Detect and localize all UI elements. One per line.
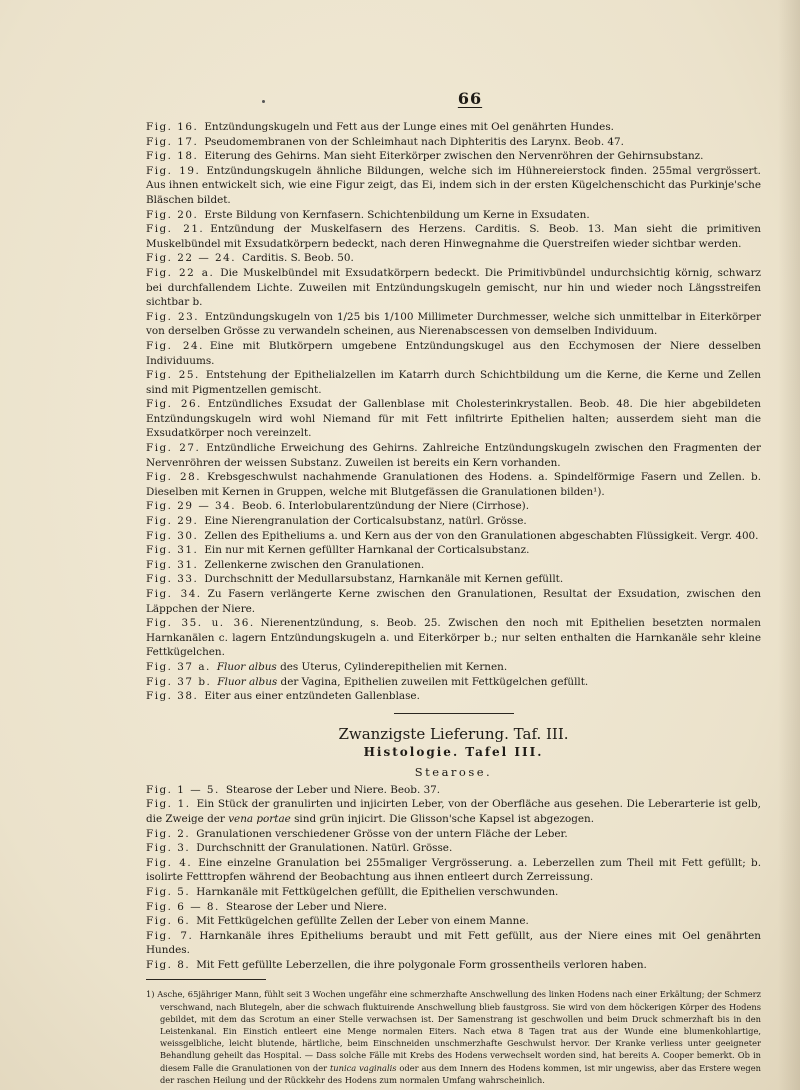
figure-caption: Eine einzelne Granulation bei 255maliger Vergrösserung. a. Leberzellen zum Theil mit Fett gefüllt; b. isolirte Fetttropfen während der Beobachtung aus ihnen entleert durch Zerreissung. <box>146 856 761 884</box>
figure-label: Fig. 19. <box>146 164 201 177</box>
figure-label: Fig. 23. <box>146 310 200 323</box>
figure-label: Fig. 16. <box>146 121 199 133</box>
figure-caption: Eiterung des Gehirns. Man sieht Eiterkörper zwischen den Nervenröhren der Gehirnsubstanz. <box>204 150 704 163</box>
figure-label: Fig. 6 — 8. <box>146 900 220 913</box>
figure-entry <box>146 689 761 704</box>
figure-caption: Beob. 6. Interlobularentzündung der Niere (Cirrhose). <box>242 500 530 513</box>
figure-label: Fig. 7. <box>146 929 194 942</box>
figure-caption: Ein Stück der granulirten und injicirten Leber, von der Oberfläche aus gesehen. Die Leberarterie ist gelb, die Zweige der vena portae sind grün injicirt. Die Glisson'sche Kapsel ist abgezogen. <box>146 798 761 825</box>
section-divider <box>394 713 514 714</box>
figure-entry <box>146 397 761 441</box>
figure-label: Fig. 30. <box>146 529 199 542</box>
figure-label: Fig. 3. <box>146 842 191 855</box>
figure-entry <box>146 885 761 900</box>
figure-entry <box>146 529 761 544</box>
figure-caption: Entzündungskugeln von 1/25 bis 1/100 Millimeter Durchmesser, welche sich unmittelbar in Eiterkörper von derselben Grösse zu verwandeln scheinen, aus Nierenabscessen von demselben Individuum. <box>146 310 761 338</box>
section-topic: Stearose. <box>414 764 493 779</box>
figure-caption: Zellenkerne zwischen den Granulationen. <box>204 558 425 571</box>
footnote-rule <box>146 979 266 980</box>
figure-label: Fig. 18. <box>146 150 199 163</box>
figure-label: Fig. 17. <box>146 135 199 148</box>
figure-entry <box>146 797 761 826</box>
figure-caption: Nierenentzündung, s. Beob. 25. Zwischen den noch mit Epithelien besetzten normalen Harnkanälen c. lagern Entzündungskugeln a. und Eiterkörper b.; nur selten enthalten die Harnkanäle sehr kleine Fettkügelchen. <box>146 617 761 659</box>
figure-entry <box>146 841 761 856</box>
figure-caption: Entzündung der Muskelfasern des Herzens. Carditis. S. Beob. 13. Man sieht die primitiven Muskelbündel mit Exsudatkörpern bedeckt, nach deren Hinwegnahme die Querstreifen wieder sichtbar werden. <box>146 223 761 250</box>
figure-label: Fig. 4. <box>146 856 193 869</box>
page-edge-shadow <box>778 0 800 1090</box>
figure-caption: Granulationen verschiedener Grösse von der untern Fläche der Leber. <box>196 827 568 840</box>
figure-label: Fig. 38. <box>146 690 199 703</box>
figure-entry <box>146 543 761 558</box>
figure-entry <box>146 783 761 798</box>
figure-label: Fig. 2. <box>146 827 191 840</box>
figure-caption: Harnkanäle ihres Epitheliums beraubt und mit Fett gefüllt, aus der Niere eines mit Oel genährten Hundes. <box>146 929 761 957</box>
figure-caption: Pseudomembranen von der Schleimhaut nach Diphteritis des Larynx. Beob. 47. <box>204 135 624 148</box>
figure-label: Fig. 35. u. 36. <box>146 617 255 630</box>
figure-label: Fig. 28. <box>146 471 202 484</box>
figure-caption: Eine Nierengranulation der Corticalsubstanz, natürl. Grösse. <box>204 515 527 528</box>
figure-caption: Fluor albus des Uterus, Cylinderepithelien mit Kernen. <box>216 660 508 673</box>
figure-entry <box>146 266 761 310</box>
figure-caption: Eine mit Blutkörpern umgebene Entzündungskugel aus den Ecchymosen der Niere desselben Individuums. <box>146 339 761 367</box>
figure-entry <box>146 827 761 842</box>
figure-caption: Krebsgeschwulst nachahmende Granulationen des Hodens. a. Spindelförmige Fasern und Zellen. b. Dieselben mit Kernen in Gruppen, welche mit Blutgefässen die Granulationen bilden¹). <box>146 471 761 498</box>
figure-caption: Durchschnitt der Granulationen. Natürl. Grösse. <box>196 842 453 855</box>
figure-entry <box>146 499 761 514</box>
figure-caption: Zu Fasern verlängerte Kerne zwischen den Granulationen, Resultat der Exsudation, zwischen den Läppchen der Niere. <box>146 588 761 615</box>
figure-label: Fig. 37 b. <box>146 675 212 688</box>
figure-caption: Stearose der Leber und Niere. <box>225 900 387 913</box>
figure-entry <box>146 164 761 208</box>
figure-label: Fig. 37 a. <box>146 660 211 673</box>
figure-entry <box>146 208 761 223</box>
figure-entry <box>146 675 761 690</box>
section-title: Zwanzigste Lieferung. Taf. III. <box>338 724 569 743</box>
figure-label: Fig. 20. <box>146 208 199 221</box>
figure-entry <box>146 339 761 368</box>
figure-caption: Stearose der Leber und Niere. Beob. 37. <box>225 783 441 796</box>
figure-label: Fig. 24. <box>146 339 204 352</box>
figure-entry <box>146 856 761 885</box>
figure-entry <box>146 660 761 675</box>
figure-caption: Zellen des Epitheliums a. und Kern aus der von den Granulationen abgeschabten Flüssigkeit. Vergr. 400. <box>204 529 759 542</box>
figure-caption: Durchschnitt der Medullarsubstanz, Harnkanäle mit Kernen gefüllt. <box>204 573 564 586</box>
figure-label: Fig. 1. <box>146 798 191 811</box>
page-body <box>146 120 761 1086</box>
section-subtitle: Histologie. Tafel III. <box>363 744 544 759</box>
figure-entry <box>146 368 761 397</box>
figure-label: Fig. 22 — 24. <box>146 252 237 265</box>
figure-label: Fig. 5. <box>146 885 191 898</box>
figure-caption: Entzündungskugeln ähnliche Bildungen, welche sich im Hühnereierstock finden. 255mal vergrössert. Aus ihnen entwickelt sich, wie eine Figur zeigt, das Ei, indem sich in der ersten Kügelchenschicht das Purkinje'sche Bläschen bildet. <box>146 164 761 206</box>
figure-label: Fig. 6. <box>146 915 191 928</box>
figure-entry <box>146 222 761 251</box>
figure-entry <box>146 572 761 587</box>
figure-caption: Carditis. S. Beob. 50. <box>242 252 354 265</box>
footnote: 1) Asche, 65jähriger Mann, fühlt seit 3 Wochen ungefähr eine schmerzhafte Anschwellung des linken Hodens nach einer Erkältung; der Schmerz verschwand, nach Blutegeln, aber die schwach fluktuirende Anschwellung blieb faustgross. Sie wird von dem höckerigen Körper des Hodens gebildet, mit dem das Scrotum an einer Stelle verwachsen ist. Der Samenstrang ist geschwollen und beim Druck schmerzhaft bis in den Leistenkanal. Ein Einstich entleert eine Menge normalen Eiters. Nach etwa 8 Tagen trat aus der Wunde eine blumenkohlartige, weissgelbliche, leicht blutende, härtliche, beim Einschneiden unschmerzhafte Geschwulst hervor. Der Kranke verliess unter geeigneter Behandlung geheilt das Hospital. — Dass solche Fälle mit Krebs des Hodens verwechselt worden sind, hat bereits A. Cooper bemerkt. Ob in diesem Falle die Granulationen von der tunica vaginalis oder aus dem Innern des Hodens kommen, ist mir ungewiss, aber das Erstere wegen der raschen Heilung und der Rückkehr des Hodens zum normalen Umfang wahrscheinlich. <box>146 989 761 1085</box>
figure-label: Fig. 34. <box>146 588 202 600</box>
figure-caption: Mit Fett gefüllte Leberzellen, die ihre polygonale Form grossentheils verloren haben. <box>196 958 647 971</box>
figure-caption: Entzündungskugeln und Fett aus der Lunge eines mit Oel genährten Hundes. <box>204 121 614 133</box>
figure-entry <box>146 310 761 339</box>
figure-label: Fig. 21. <box>146 223 205 236</box>
figure-entry <box>146 149 761 164</box>
figure-entry <box>146 900 761 915</box>
figure-entry <box>146 441 761 470</box>
page-number: 66 <box>457 89 483 108</box>
figure-entry <box>146 558 761 573</box>
figure-label: Fig. 8. <box>146 958 191 971</box>
figure-caption: Die Muskelbündel mit Exsudatkörpern bedeckt. Die Primitivbündel undurchsichtig körnig, schwarz bei durchfallendem Lichte. Zuweilen mit Entzündungskugeln gemischt, nur hin und wieder noch Längsstreifen sichtbar b. <box>146 266 762 309</box>
figure-caption: Fluor albus der Vagina, Epithelien zuweilen mit Fettkügelchen gefüllt. <box>217 675 589 688</box>
figure-caption: Mit Fettkügelchen gefüllte Zellen der Leber von einem Manne. <box>196 915 529 928</box>
figure-list-part-1 <box>146 120 761 704</box>
figure-label: Fig. 22 a. <box>146 266 215 279</box>
figure-label: Fig. 1 — 5. <box>146 783 220 796</box>
print-speck <box>262 100 265 103</box>
figure-entry <box>146 470 761 499</box>
figure-label: Fig. 25. <box>146 369 200 382</box>
figure-caption: Erste Bildung von Kernfasern. Schichtenbildung um Kerne in Exsudaten. <box>204 208 590 221</box>
figure-label: Fig. 31. <box>146 558 199 571</box>
figure-caption: Harnkanäle mit Fettkügelchen gefüllt, die Epithelien verschwunden. <box>196 885 559 898</box>
figure-label: Fig. 26. <box>146 398 202 411</box>
figure-caption: Entzündliche Erweichung des Gehirns. Zahlreiche Entzündungskugeln zwischen den Fragmenten der Nervenröhren der weissen Substanz. Zuweilen ist bereits ein Kern vorhanden. <box>146 442 761 469</box>
figure-entry <box>146 135 761 150</box>
figure-caption: Entzündliches Exsudat der Gallenblase mit Cholesterinkrystallen. Beob. 48. Die hier abgebildeten Entzündungskugeln wird wohl Niemand für mit Fett infiltrirte Epithelien halten; ausserdem sieht man die Exsudatkörper noch vereinzelt. <box>146 398 761 440</box>
figure-label: Fig. 27. <box>146 442 201 455</box>
figure-entry <box>146 514 761 529</box>
figure-entry <box>146 958 761 973</box>
figure-caption: Ein nur mit Kernen gefüllter Harnkanal der Corticalsubstanz. <box>204 544 530 557</box>
figure-label: Fig. 29. <box>146 515 199 528</box>
figure-label: Fig. 33. <box>146 573 199 586</box>
figure-label: Fig. 31. <box>146 544 199 557</box>
figure-list-part-2 <box>146 783 761 973</box>
figure-entry <box>146 616 761 660</box>
figure-label: Fig. 29 — 34. <box>146 500 237 513</box>
figure-caption: Entstehung der Epithelialzellen im Katarrh durch Schichtbildung um die Kerne, die Kerne und Zellen sind mit Pigmentzellen gemischt. <box>146 369 761 396</box>
figure-entry <box>146 929 761 958</box>
figure-entry <box>146 914 761 929</box>
figure-entry <box>146 587 761 616</box>
figure-entry <box>146 251 761 266</box>
figure-caption: Eiter aus einer entzündeten Gallenblase. <box>204 690 420 703</box>
figure-entry <box>146 120 761 135</box>
